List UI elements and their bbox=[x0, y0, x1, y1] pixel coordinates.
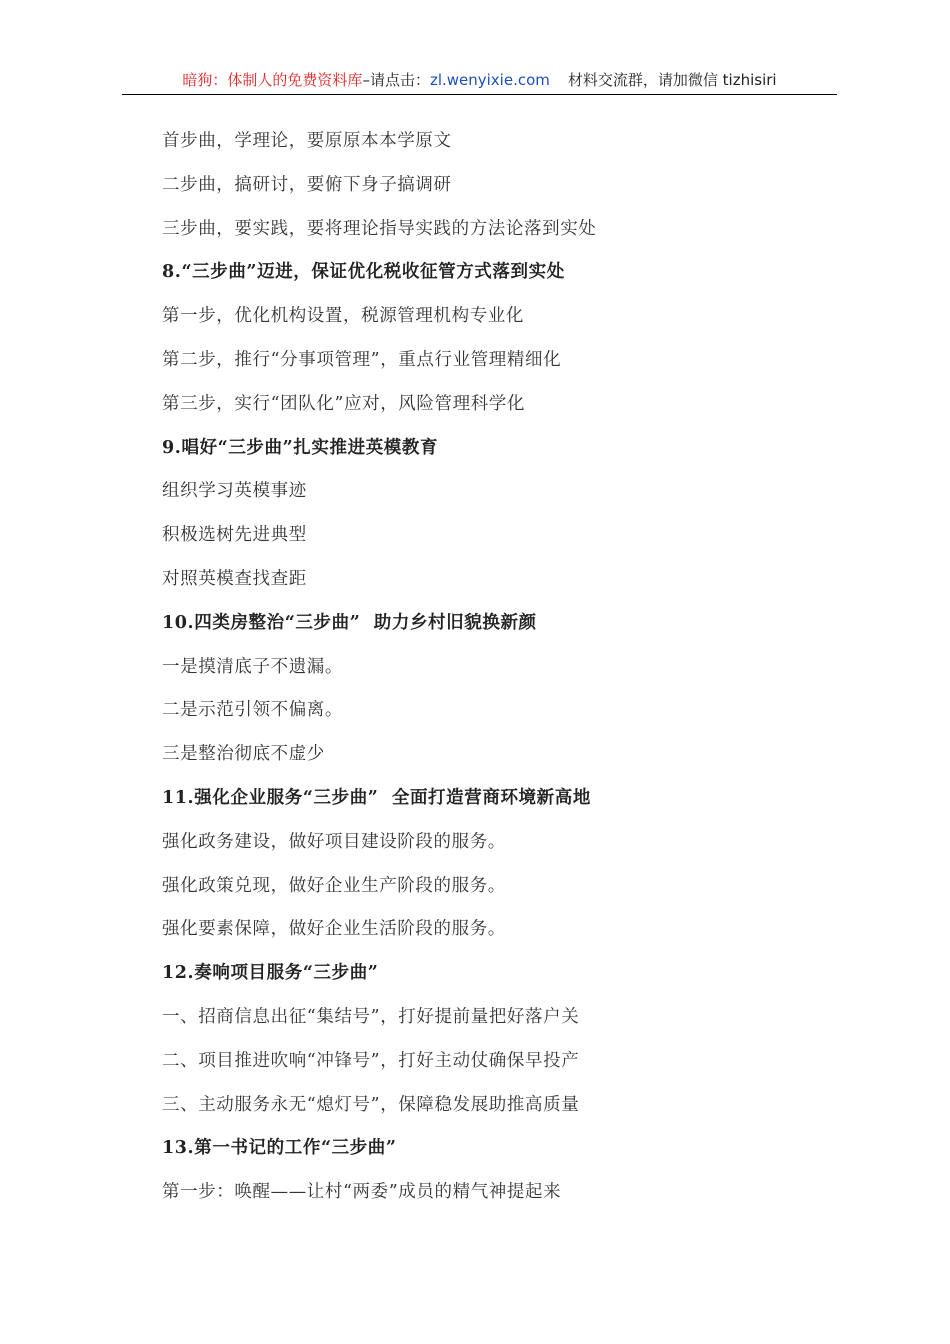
body-line-3: 三步曲，要实践，要将理论指导实践的方法论落到实处 bbox=[162, 218, 597, 239]
page-header bbox=[122, 66, 837, 95]
body-line-23: 三、主动服务永无“熄灯号”，保障稳发展助推高质量 bbox=[162, 1094, 580, 1115]
body-line-13: 一是摸清底子不遗漏。 bbox=[162, 656, 343, 677]
header-url-link[interactable]: zl.wenyixie.com bbox=[429, 71, 550, 89]
body-line-22: 二、项目推进吹响“冲锋号”，打好主动仗确保早投产 bbox=[162, 1050, 580, 1071]
document-body bbox=[162, 120, 862, 1215]
section-heading-13: 13.第一书记的工作“三步曲” bbox=[162, 1138, 397, 1159]
section-heading-11: 11.强化企业服务“三步曲” 全面打造营商环境新高地 bbox=[162, 787, 591, 808]
header-click-prompt: –请点击： bbox=[362, 71, 430, 89]
body-line-6: 第二步，推行“分事项管理”，重点行业管理精细化 bbox=[162, 349, 562, 370]
body-line-19: 强化要素保障，做好企业生活阶段的服务。 bbox=[162, 919, 506, 940]
body-line-2: 二步曲，搞研讨，要俯下身子搞调研 bbox=[162, 174, 452, 195]
body-line-9: 组织学习英模事迹 bbox=[162, 481, 307, 502]
body-line-5: 第一步，优化机构设置，税源管理机构专业化 bbox=[162, 306, 524, 327]
body-line-7: 第三步，实行“团队化”应对，风险管理科学化 bbox=[162, 393, 525, 414]
body-line-18: 强化政策兑现，做好企业生产阶段的服务。 bbox=[162, 875, 506, 896]
body-line-21: 一、招商信息出征“集结号”，打好提前量把好落户关 bbox=[162, 1006, 580, 1027]
section-heading-12: 12.奏响项目服务“三步曲” bbox=[162, 963, 379, 984]
body-line-17: 强化政务建设，做好项目建设阶段的服务。 bbox=[162, 831, 506, 852]
header-group-text: 材料交流群，请加微信 tizhisiri bbox=[567, 71, 777, 89]
body-line-11: 对照英模查找查距 bbox=[162, 568, 307, 589]
body-line-15: 三是整治彻底不虚少 bbox=[162, 744, 325, 765]
header-site-name: 暗狗：体制人的免费资料库 bbox=[182, 71, 363, 89]
body-line-10: 积极选树先进典型 bbox=[162, 525, 307, 546]
section-heading-10: 10.四类房整治“三步曲” 助力乡村旧貌换新颜 bbox=[162, 612, 537, 633]
section-heading-9: 9.唱好“三步曲”扎实推进英模教育 bbox=[162, 437, 439, 458]
body-line-14: 二是示范引领不偏离。 bbox=[162, 700, 343, 721]
body-line-1: 首步曲，学理论，要原原本本学原文 bbox=[162, 131, 452, 151]
body-line-25: 第一步：唤醒——让村“两委”成员的精气神提起来 bbox=[162, 1182, 562, 1203]
section-heading-8: 8.“三步曲”迈进，保证优化税收征管方式落到实处 bbox=[162, 262, 565, 283]
